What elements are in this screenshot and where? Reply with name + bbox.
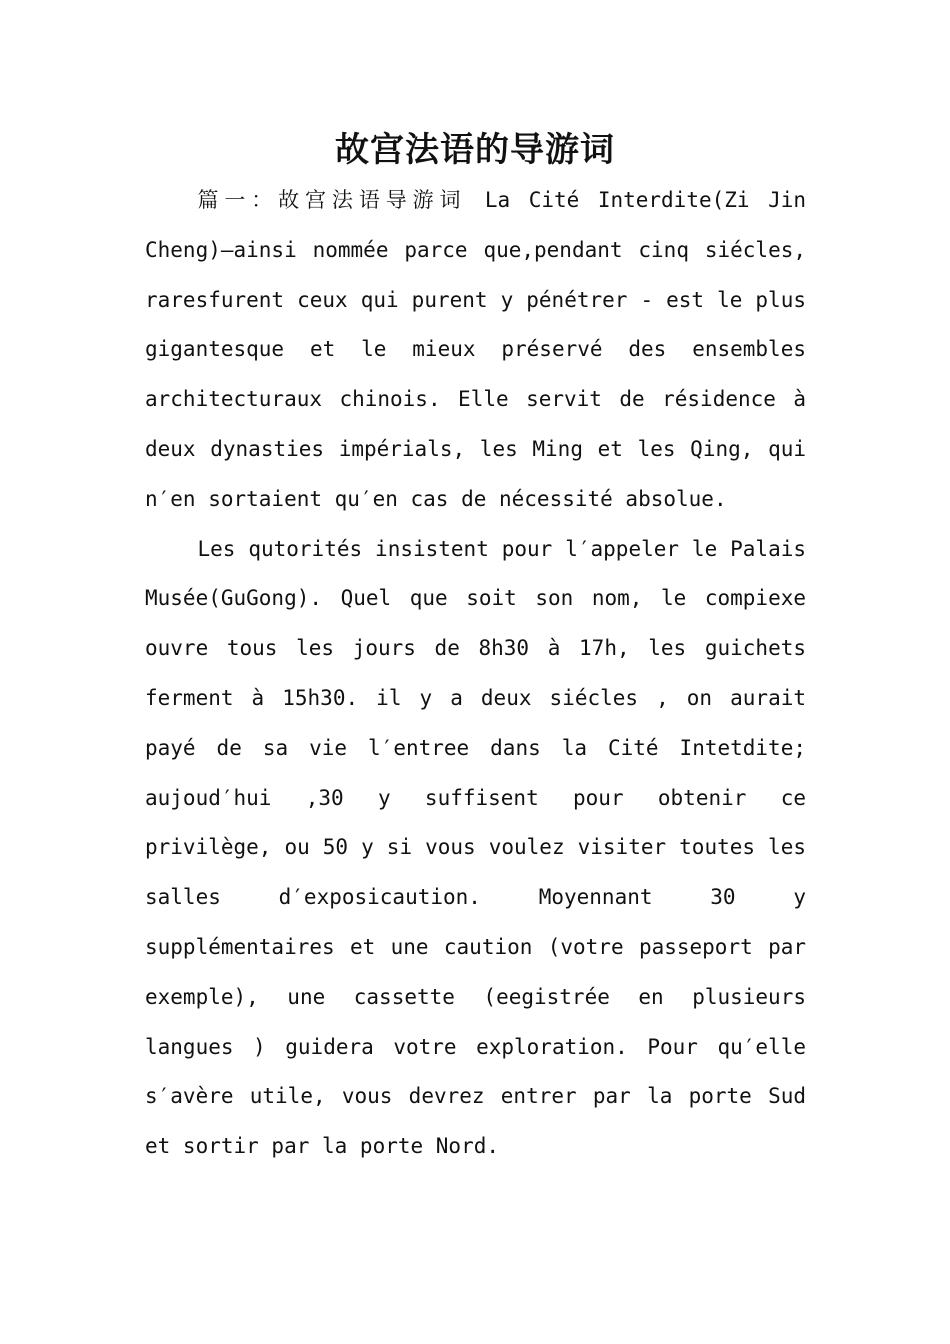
document-title: 故宫法语的导游词 [335,130,615,170]
document-body [145,176,806,1172]
paragraph-1: 篇一：故宫法语导游词 La Cité Interdite(Zi Jin Cheng)—ainsi nommée parce que,pendant cinq siécles, raresfurent ceux qui purent y pénétrer - est le plus gigantesque et le mieux préservé des ensembles architecturaux chinois. Elle servit de résidence à deux dynasties impérials, les Ming et les Qing, qui n′en sortaient qu′en cas de nécessité absolue. [145,188,806,511]
paragraph-2: Les qutorités insistent pour l′appeler le Palais Musée(GuGong). Quel que soit son nom, le compiexe ouvre tous les jours de 8h30 à 17h, les guichets ferment à 15h30. il y a deux siécles , on aurait payé de sa vie l′entree dans la Cité Intetdite; aujoud′hui ,30 y suffisent pour obtenir ce privilège, ou 50 y si vous voulez visiter toutes les salles d′exposicaution. Moyennant 30 y supplémentaires et une caution (votre passeport par exemple), une cassette (eegistrée en plusieurs langues ) guidera votre exploration. Pour qu′elle s′avère utile, vous devrez entrer par la porte Sud et sortir par la porte Nord. [145,536,806,1159]
